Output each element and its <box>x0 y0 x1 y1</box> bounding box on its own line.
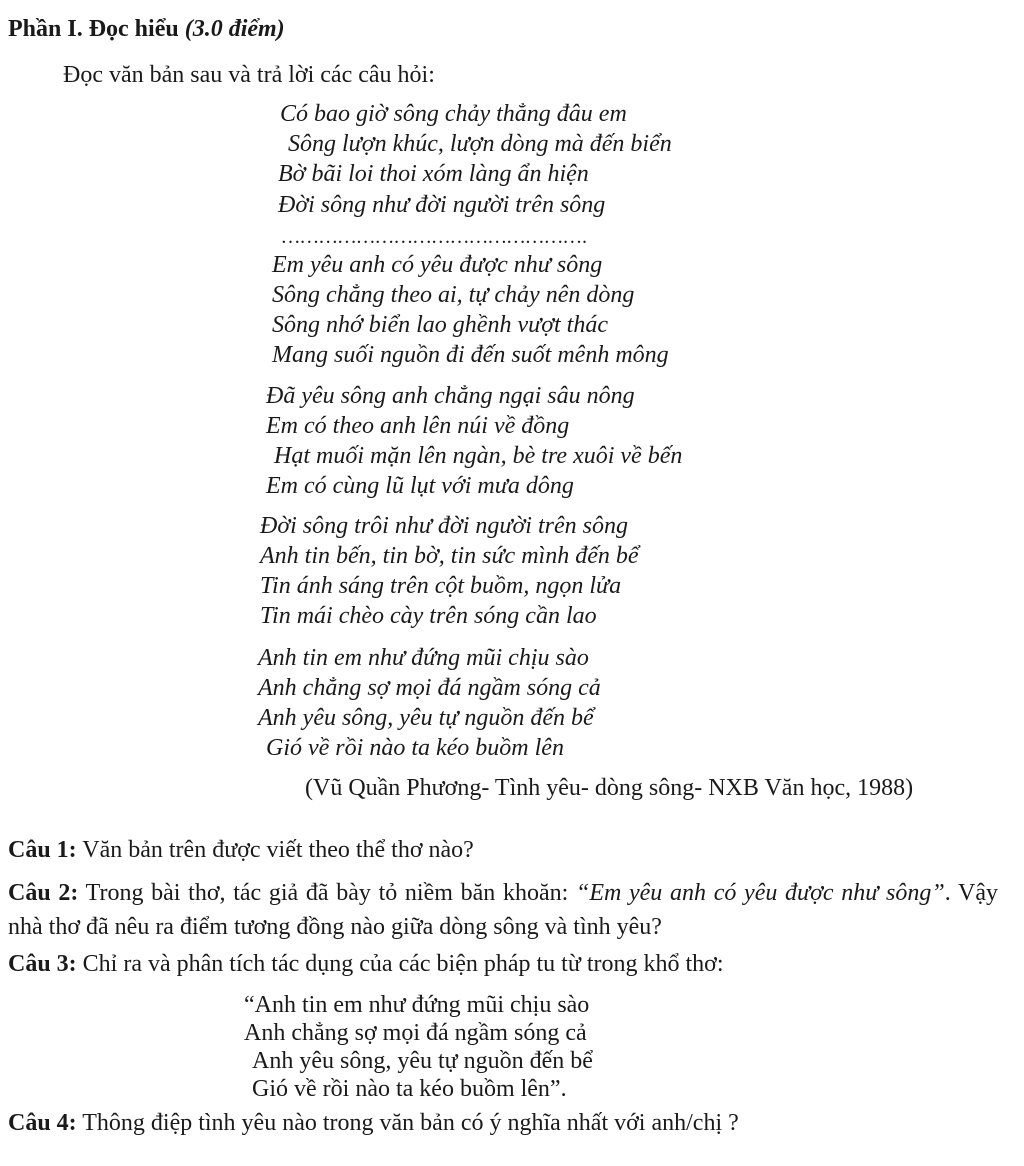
question-1 <box>8 837 474 864</box>
reading-instruction: Đọc văn bản sau và trả lời các câu hỏi: <box>63 62 435 88</box>
excerpt-line: Anh yêu sông, yêu tự nguồn đến bể <box>252 1048 593 1074</box>
question-label: Câu 3: <box>8 951 77 977</box>
poem-line: Sông chẳng theo ai, tự chảy nên dòng <box>272 282 635 308</box>
poem-line: Mang suối nguồn đi đến suốt mênh mông <box>272 342 669 368</box>
poem-source: (Vũ Quần Phương- Tình yêu- dòng sông- NXB Văn học, 1988) <box>305 775 914 801</box>
section-title: Phần I. Đọc hiểu <box>8 16 179 42</box>
excerpt-line: “Anh tin em như đứng mũi chịu sào <box>244 992 590 1018</box>
excerpt-line: Anh chẳng sợ mọi đá ngầm sóng cả <box>244 1020 587 1046</box>
question-label: Câu 1: <box>8 837 77 863</box>
poem-line: Em có theo anh lên núi về đồng <box>266 413 570 439</box>
poem-line: Anh chẳng sợ mọi đá ngầm sóng cả <box>258 675 601 701</box>
poem-line: Anh tin em như đứng mũi chịu sào <box>258 645 589 671</box>
question-text: Văn bản trên được viết theo thể thơ nào? <box>76 837 474 863</box>
section-score: (3.0 điểm) <box>184 16 285 42</box>
poem-line: Gió về rồi nào ta kéo buồm lên <box>266 735 564 761</box>
section-heading <box>8 16 285 43</box>
excerpt-line: Gió về rồi nào ta kéo buồm lên”. <box>252 1076 567 1102</box>
poem-line: Đã yêu sông anh chẳng ngại sâu nông <box>266 383 635 409</box>
question-text: Thông điệp tình yêu nào trong văn bản có ý nghĩa nhất với anh/chị ? <box>76 1110 739 1136</box>
poem-line: Có bao giờ sông chảy thẳng đâu em <box>280 101 627 127</box>
question-text: . Vậy nhà thơ đã nêu ra điểm tương đồng nào giữa dòng sông và tình yêu? <box>8 880 998 940</box>
question-quote: “Em yêu anh có yêu được như sông” <box>575 880 945 906</box>
question-2 <box>8 876 998 944</box>
poem-line: Đời sông như đời người trên sông <box>278 192 606 218</box>
poem-line: Đời sông trôi như đời người trên sông <box>260 513 628 539</box>
poem-line: Anh yêu sông, yêu tự nguồn đến bể <box>258 705 594 731</box>
poem-line: Hạt muối mặn lên ngàn, bè tre xuôi về bến <box>274 443 683 469</box>
question-4 <box>8 1110 739 1137</box>
poem-ellipsis: …………………………………………. <box>282 226 589 248</box>
poem-line: Bờ bãi loi thoi xóm làng ẩn hiện <box>278 161 589 187</box>
question-3 <box>8 951 724 978</box>
poem-line: Tin mái chèo cày trên sóng cần lao <box>260 603 597 629</box>
poem-line: Em có cùng lũ lụt với mưa dông <box>266 473 574 499</box>
question-text: Chỉ ra và phân tích tác dụng của các biện pháp tu từ trong khổ thơ: <box>76 951 724 977</box>
poem-line: Tin ánh sáng trên cột buồm, ngọn lửa <box>260 573 622 599</box>
poem-line: Sông nhớ biển lao ghềnh vượt thác <box>272 312 608 338</box>
question-text: Trong bài thơ, tác giả đã bày tỏ niềm băn khoăn: <box>78 880 576 906</box>
question-label: Câu 4: <box>8 1110 77 1136</box>
poem-line: Em yêu anh có yêu được như sông <box>272 252 603 278</box>
question-label: Câu 2: <box>8 880 79 906</box>
poem-line: Sông lượn khúc, lượn dòng mà đến biển <box>288 131 672 157</box>
poem-line: Anh tin bến, tin bờ, tin sức mình đến bể <box>260 543 639 569</box>
